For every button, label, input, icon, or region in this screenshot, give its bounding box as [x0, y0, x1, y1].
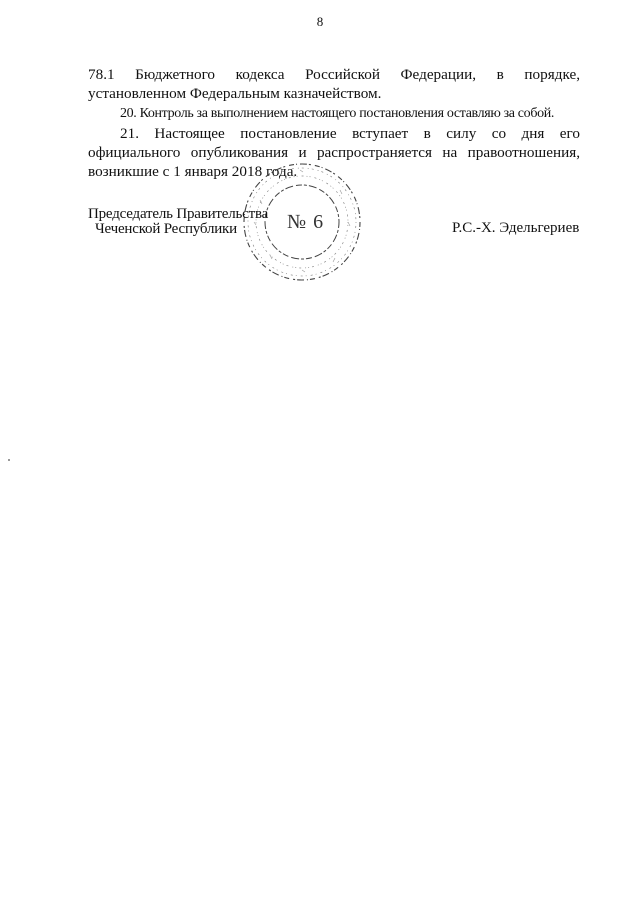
signatory-name: Р.С.-Х. Эдельгериев — [452, 220, 580, 236]
paragraph-78-1-continuation: 78.1 Бюджетного кодекса Российской Федерации, в порядке, установленном Федеральным казначейством. — [88, 66, 580, 102]
signature-title-line1: Председатель Правительства — [88, 206, 269, 222]
signature-title-line2: Чеченской Республики — [95, 221, 237, 237]
stamp-number: № 6 — [287, 211, 325, 233]
page-number: 8 — [316, 14, 324, 29]
paragraph-21-text: 21. Настоящее постановление вступает в силу со дня его официального опубликования и распространяется на правоотношения, возникшие с 1 января 2018 года. — [88, 125, 580, 180]
paragraph-20 — [88, 104, 580, 123]
signature-title — [88, 207, 268, 237]
scan-speck — [8, 459, 10, 461]
paragraph-20-text: 20. Контроль за выполнением настоящего постановления оставляю за собой. — [120, 106, 555, 121]
